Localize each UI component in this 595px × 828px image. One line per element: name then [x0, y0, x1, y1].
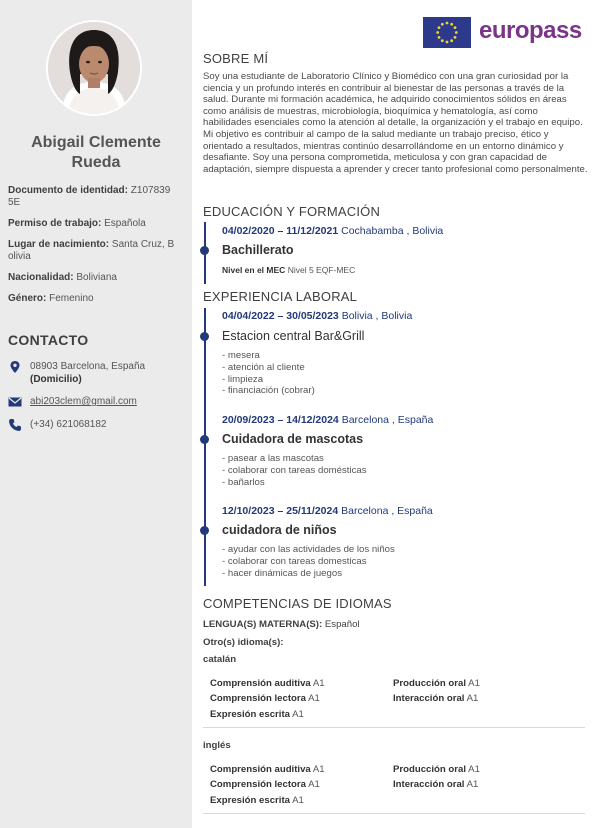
skill-level: A1 — [466, 693, 479, 704]
job-task-list — [222, 350, 315, 397]
skill-label: Comprensión auditiva — [210, 764, 311, 775]
info-row-work-permit — [8, 218, 184, 230]
email-link[interactable]: abi203clem@gmail.com — [30, 396, 137, 407]
profile-photo — [46, 20, 142, 116]
job-dates — [222, 505, 433, 517]
sidebar — [0, 0, 192, 828]
info-label: Género: — [8, 293, 47, 304]
date-range: 04/04/2022 – 30/05/2023 — [222, 310, 339, 322]
skill-label: Comprensión lectora — [210, 779, 306, 790]
language-name-text: catalán — [203, 654, 237, 665]
education-heading: EDUCACIÓN Y FORMACIÓN — [203, 204, 381, 219]
list-item: - colaborar con tareas domesticas — [222, 555, 367, 567]
other-languages-text: Otro(s) idioma(s): — [203, 637, 284, 648]
avatar-portrait-icon — [48, 22, 140, 114]
mother-tongue-label: LENGUA(S) MATERNA(S): — [203, 619, 323, 630]
europass-wordmark: europass — [479, 17, 582, 44]
skill-spoken-interaction — [393, 693, 478, 704]
skill-label: Producción oral — [393, 678, 467, 689]
info-value: Santa Cruz, B olivia — [8, 239, 175, 262]
education-degree: Bachillerato — [222, 243, 294, 257]
info-value: Z107839 5E — [8, 185, 171, 208]
job-dates — [222, 310, 412, 322]
location-pin-icon — [8, 360, 22, 374]
info-label: Documento de identidad: — [8, 185, 128, 196]
name-line-1: Abigail Clemente — [31, 134, 161, 151]
list-item: - atención al cliente — [222, 361, 305, 373]
language-name-text: inglés — [203, 740, 231, 751]
eu-flag-icon — [423, 17, 471, 48]
info-label: Permiso de trabajo: — [8, 218, 102, 229]
list-item: - ayudar con las actividades de los niños — [222, 544, 395, 555]
info-row-birthplace — [8, 239, 184, 263]
divider — [203, 727, 585, 728]
language-name — [203, 654, 588, 665]
skill-level: A1 — [312, 764, 325, 775]
experience-timeline-line — [204, 308, 206, 586]
info-value: Española — [104, 218, 146, 229]
skill-level: A1 — [468, 764, 480, 775]
date-range: 04/02/2020 – 11/12/2021 — [222, 225, 339, 237]
skill-writing — [210, 709, 304, 720]
job-task-list — [222, 453, 367, 488]
skill-level: A1 — [308, 693, 320, 704]
language-name — [203, 740, 588, 751]
skill-level: A1 — [308, 779, 320, 790]
job-title: cuidadora de niños — [222, 523, 337, 537]
contact-list — [8, 360, 188, 441]
contact-phone — [8, 418, 188, 432]
skill-level: A1 — [292, 795, 304, 806]
skill-level: A1 — [312, 678, 325, 689]
job-title: Cuidadora de mascotas — [222, 432, 364, 446]
info-value: Femenino — [49, 293, 94, 304]
other-languages-label — [203, 637, 588, 648]
personal-info — [8, 185, 184, 314]
list-item: - pasear a las mascotas — [222, 453, 324, 464]
skill-label: Comprensión auditiva — [210, 678, 311, 689]
address-text: 08903 Barcelona, España — [30, 361, 146, 372]
skill-label: Interacción oral — [393, 693, 465, 704]
job-title: Estacion central Bar&Grill — [222, 329, 365, 343]
full-name — [0, 133, 192, 173]
divider — [203, 813, 585, 814]
info-label: Nacionalidad: — [8, 272, 74, 283]
info-label: Lugar de nacimiento: — [8, 239, 110, 250]
info-value: Boliviana — [76, 272, 117, 283]
job-timeline-dot — [200, 332, 209, 341]
languages-heading: COMPETENCIAS DE IDIOMAS — [203, 596, 392, 611]
list-item: - colaborar con tareas domésticas — [222, 464, 367, 476]
job-task-list — [222, 544, 395, 579]
contact-email[interactable] — [8, 395, 188, 409]
skill-label: Interacción oral — [393, 779, 465, 790]
skill-spoken-production — [393, 678, 480, 689]
mother-tongue — [203, 619, 588, 630]
location: Barcelona , España — [341, 414, 434, 426]
skill-level: A1 — [466, 779, 479, 790]
skill-writing — [210, 795, 304, 806]
job-dates — [222, 414, 433, 426]
info-row-nationality — [8, 272, 184, 284]
list-item: - hacer dinámicas de juegos — [222, 567, 342, 579]
education-level — [222, 265, 355, 275]
skill-label: Expresión escrita — [210, 795, 290, 806]
location: Bolivia , Bolivia — [341, 310, 413, 322]
skill-level: A1 — [468, 678, 480, 689]
skill-label: Expresión escrita — [210, 709, 290, 720]
contact-address — [8, 360, 188, 386]
name-line-2: Rueda — [71, 154, 121, 171]
date-range: 20/09/2023 – 14/12/2024 — [222, 414, 339, 426]
mother-tongue-value: Español — [324, 619, 360, 630]
skill-spoken-production — [393, 764, 480, 775]
education-timeline-dot — [200, 246, 209, 255]
list-item: - mesera — [222, 350, 260, 361]
skill-level: A1 — [292, 709, 304, 720]
skill-listening — [210, 764, 325, 775]
skill-label: Comprensión lectora — [210, 693, 306, 704]
experience-heading: EXPERIENCIA LABORAL — [203, 289, 358, 304]
location: Barcelona , España — [341, 505, 433, 517]
job-timeline-dot — [200, 526, 209, 535]
about-text: Soy una estudiante de Laboratorio Clínico y Biomédico con una gran curiosidad por la ciencia y un profundo interés en contribuir al bienestar de las personas a través de la salud. Durante mi formación académica, he adquirido conocimientos sólidos en áreas como análisis de muestras, microbiología, bioquímica y hematología, así como habilidades esenciales como la atención al detalle, la organización y el trabajo en equipo. Mi objetivo es contribuir al campo de la salud mediante un trabajo preciso, ético y orientado a resultados, mientras continúo desarrollándome en un entorno dinámico y desafiante. Soy una persona comprometida, meticulosa y con gran capacidad de adaptación, siempre dispuesta a aprender y crecer tanto profesional como personalmente. — [203, 71, 588, 175]
contact-heading: CONTACTO — [8, 332, 89, 348]
skill-reading — [210, 693, 320, 704]
address-type: (Domicilio) — [30, 374, 82, 385]
education-dates — [222, 225, 443, 237]
date-range: 12/10/2023 – 25/11/2024 — [222, 505, 339, 517]
envelope-icon — [8, 395, 22, 409]
list-item: - limpieza — [222, 373, 264, 385]
about-heading: SOBRE MÍ — [203, 51, 269, 66]
phone-icon — [8, 418, 22, 432]
europass-logo — [423, 15, 585, 49]
job-timeline-dot — [200, 435, 209, 444]
info-row-id — [8, 185, 184, 209]
list-item: - financiación (cobrar) — [222, 385, 315, 397]
location: Cochabamba , Bolivia — [341, 225, 444, 237]
level-value: Nivel 5 EQF-MEC — [287, 265, 356, 275]
skill-label: Producción oral — [393, 764, 467, 775]
skill-listening — [210, 678, 325, 689]
skill-spoken-interaction — [393, 779, 478, 790]
level-label: Nivel en el MEC — [222, 265, 286, 275]
list-item: - bañarlos — [222, 476, 265, 488]
phone-text: (+34) 621068182 — [30, 419, 107, 430]
info-row-gender — [8, 293, 184, 305]
skill-reading — [210, 779, 320, 790]
